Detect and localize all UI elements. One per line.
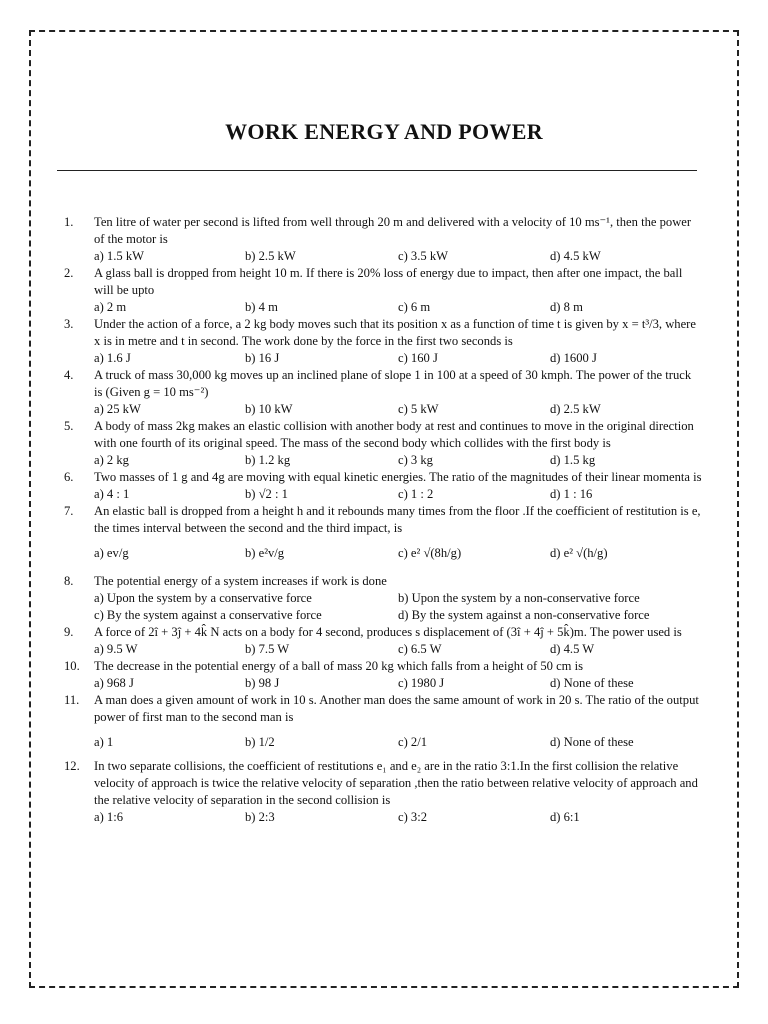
question-stem: The potential energy of a system increases if work is done [94, 574, 387, 588]
question-stem: A body of mass 2kg makes an elastic collision with another body at rest and continues to move in the original direction with one fourth of its original speed. The mass of the second body which collides with the first body is [94, 419, 694, 450]
option-c: c) 1 : 2 [398, 487, 434, 501]
question-5 [62, 418, 702, 469]
question-number: 4. [64, 368, 74, 382]
option-c: c) 1980 J [398, 676, 445, 690]
option-c: c) 2/1 [398, 735, 428, 749]
option-d: d) e² √(h/g) [550, 546, 608, 560]
option-b: b) 4 m [245, 300, 278, 314]
option-b: b) Upon the system by a non-conservative force [398, 591, 640, 605]
option-d: d) 1.5 kg [550, 453, 596, 467]
option-a: a) 1:6 [94, 810, 124, 824]
options-row [94, 641, 702, 658]
option-a: a) 25 kW [94, 402, 141, 416]
option-c: c) 3 kg [398, 453, 433, 467]
question-number: 12. [64, 759, 80, 773]
question-number: 8. [64, 574, 74, 588]
option-b: b) 16 J [245, 351, 280, 365]
option-c: c) 3:2 [398, 810, 428, 824]
option-c: c) 6.5 W [398, 642, 442, 656]
options-row [94, 452, 702, 469]
option-c: c) 6 m [398, 300, 431, 314]
page-title: WORK ENERGY AND POWER [225, 119, 543, 144]
option-b: b) 7.5 W [245, 642, 290, 656]
question-number: 5. [64, 419, 74, 433]
question-6 [62, 469, 702, 503]
option-d: d) By the system against a non-conservative force [398, 608, 650, 622]
option-c: c) 160 J [398, 351, 438, 365]
question-list [62, 214, 702, 826]
option-a: a) Upon the system by a conservative force [94, 591, 312, 605]
option-a: a) 1 [94, 735, 114, 749]
option-c: c) 5 kW [398, 402, 439, 416]
question-stem: A glass ball is dropped from height 10 m. If there is 20% loss of energy due to impact, then after one impact, the ball will be upto [94, 266, 683, 297]
question-2 [62, 265, 702, 316]
question-stem: In two separate collisions, the coefficient of restitutions e₁ and e₂ are in the ratio 3:1.In the first collision the relative velocity of approach is twice the relative velocity of separation ,then the ratio between relative velocity of approach and the relative velocity of separation in the second collision is [94, 759, 698, 807]
question-number: 11. [64, 693, 80, 707]
question-stem: Under the action of a force, a 2 kg body moves such that its position x as a function of time t is given by x = t³/3, where x is in metre and t in second. The work done by the force in the first two seconds is [94, 317, 696, 348]
question-number: 3. [64, 317, 74, 331]
question-7 [62, 503, 702, 573]
option-a: a) 2 kg [94, 453, 129, 467]
question-11 [62, 692, 702, 758]
question-stem: An elastic ball is dropped from a height h and it rebounds many times from the floor .If the coefficient of restitution is e, the times interval between the second and the third impact, is [94, 504, 701, 535]
question-stem: The decrease in the potential energy of a ball of mass 20 kg which falls from a height of 50 cm is [94, 659, 584, 673]
option-d: d) 8 m [550, 300, 583, 314]
option-b: b) √2 : 1 [245, 487, 288, 501]
options-row [94, 486, 702, 503]
option-a: a) 2 m [94, 300, 127, 314]
option-c: c) 3.5 kW [398, 249, 449, 263]
question-stem: Two masses of 1 g and 4g are moving with equal kinetic energies. The ratio of the magnitudes of their linear momenta is [94, 470, 702, 484]
question-10 [62, 658, 702, 692]
option-d: d) 6:1 [550, 810, 580, 824]
question-12 [62, 758, 702, 826]
option-b: b) 1/2 [245, 735, 275, 749]
options-row [94, 607, 702, 624]
question-1 [62, 214, 702, 265]
options-row [94, 401, 702, 418]
option-c: c) e² √(8h/g) [398, 546, 462, 560]
question-4 [62, 367, 702, 418]
options-row [94, 590, 702, 607]
option-d: d) None of these [550, 676, 634, 690]
option-c: c) By the system against a conservative force [94, 608, 322, 622]
options-row [94, 537, 702, 573]
option-a: a) 968 J [94, 676, 134, 690]
option-a: a) 1.5 kW [94, 249, 145, 263]
options-row [94, 809, 702, 826]
options-row [94, 299, 702, 316]
question-number: 10. [64, 659, 80, 673]
option-b: b) 1.2 kg [245, 453, 291, 467]
question-3 [62, 316, 702, 367]
option-a: a) ev/g [94, 546, 129, 560]
question-stem: Ten litre of water per second is lifted from well through 20 m and delivered with a velocity of 10 ms⁻¹, then the power of the motor is [94, 215, 692, 246]
options-row [94, 350, 702, 367]
option-b: b) 2:3 [245, 810, 275, 824]
options-row [94, 675, 702, 692]
question-8 [62, 573, 702, 624]
question-9 [62, 624, 702, 658]
option-d: d) 4.5 W [550, 642, 595, 656]
option-b: b) 2.5 kW [245, 249, 296, 263]
options-row [94, 726, 702, 758]
option-d: d) 1 : 16 [550, 487, 593, 501]
question-number: 1. [64, 215, 74, 229]
option-d: d) None of these [550, 735, 634, 749]
option-b: b) 10 kW [245, 402, 293, 416]
question-number: 9. [64, 625, 74, 639]
question-stem: A force of 2î + 3ĵ + 4k̂ N acts on a body for 4 second, produces s displacement of (3î + 4ĵ + 5k̂)m. The power used is [94, 625, 682, 639]
option-d: d) 1600 J [550, 351, 597, 365]
option-d: d) 2.5 kW [550, 402, 601, 416]
options-row [94, 248, 702, 265]
question-stem: A truck of mass 30,000 kg moves up an inclined plane of slope 1 in 100 at a speed of 30 kmph. The power of the truck is (Given g = 10 ms⁻²) [94, 368, 692, 399]
option-a: a) 9.5 W [94, 642, 138, 656]
option-a: a) 4 : 1 [94, 487, 130, 501]
option-a: a) 1.6 J [94, 351, 131, 365]
question-stem: A man does a given amount of work in 10 s. Another man does the same amount of work in 20 s. The ratio of the output power of first man to the second man is [94, 693, 699, 724]
question-number: 7. [64, 504, 74, 518]
question-number: 2. [64, 266, 74, 280]
option-d: d) 4.5 kW [550, 249, 601, 263]
question-number: 6. [64, 470, 74, 484]
option-b: b) 98 J [245, 676, 280, 690]
title-divider [57, 170, 697, 171]
option-b: b) e²v/g [245, 546, 285, 560]
